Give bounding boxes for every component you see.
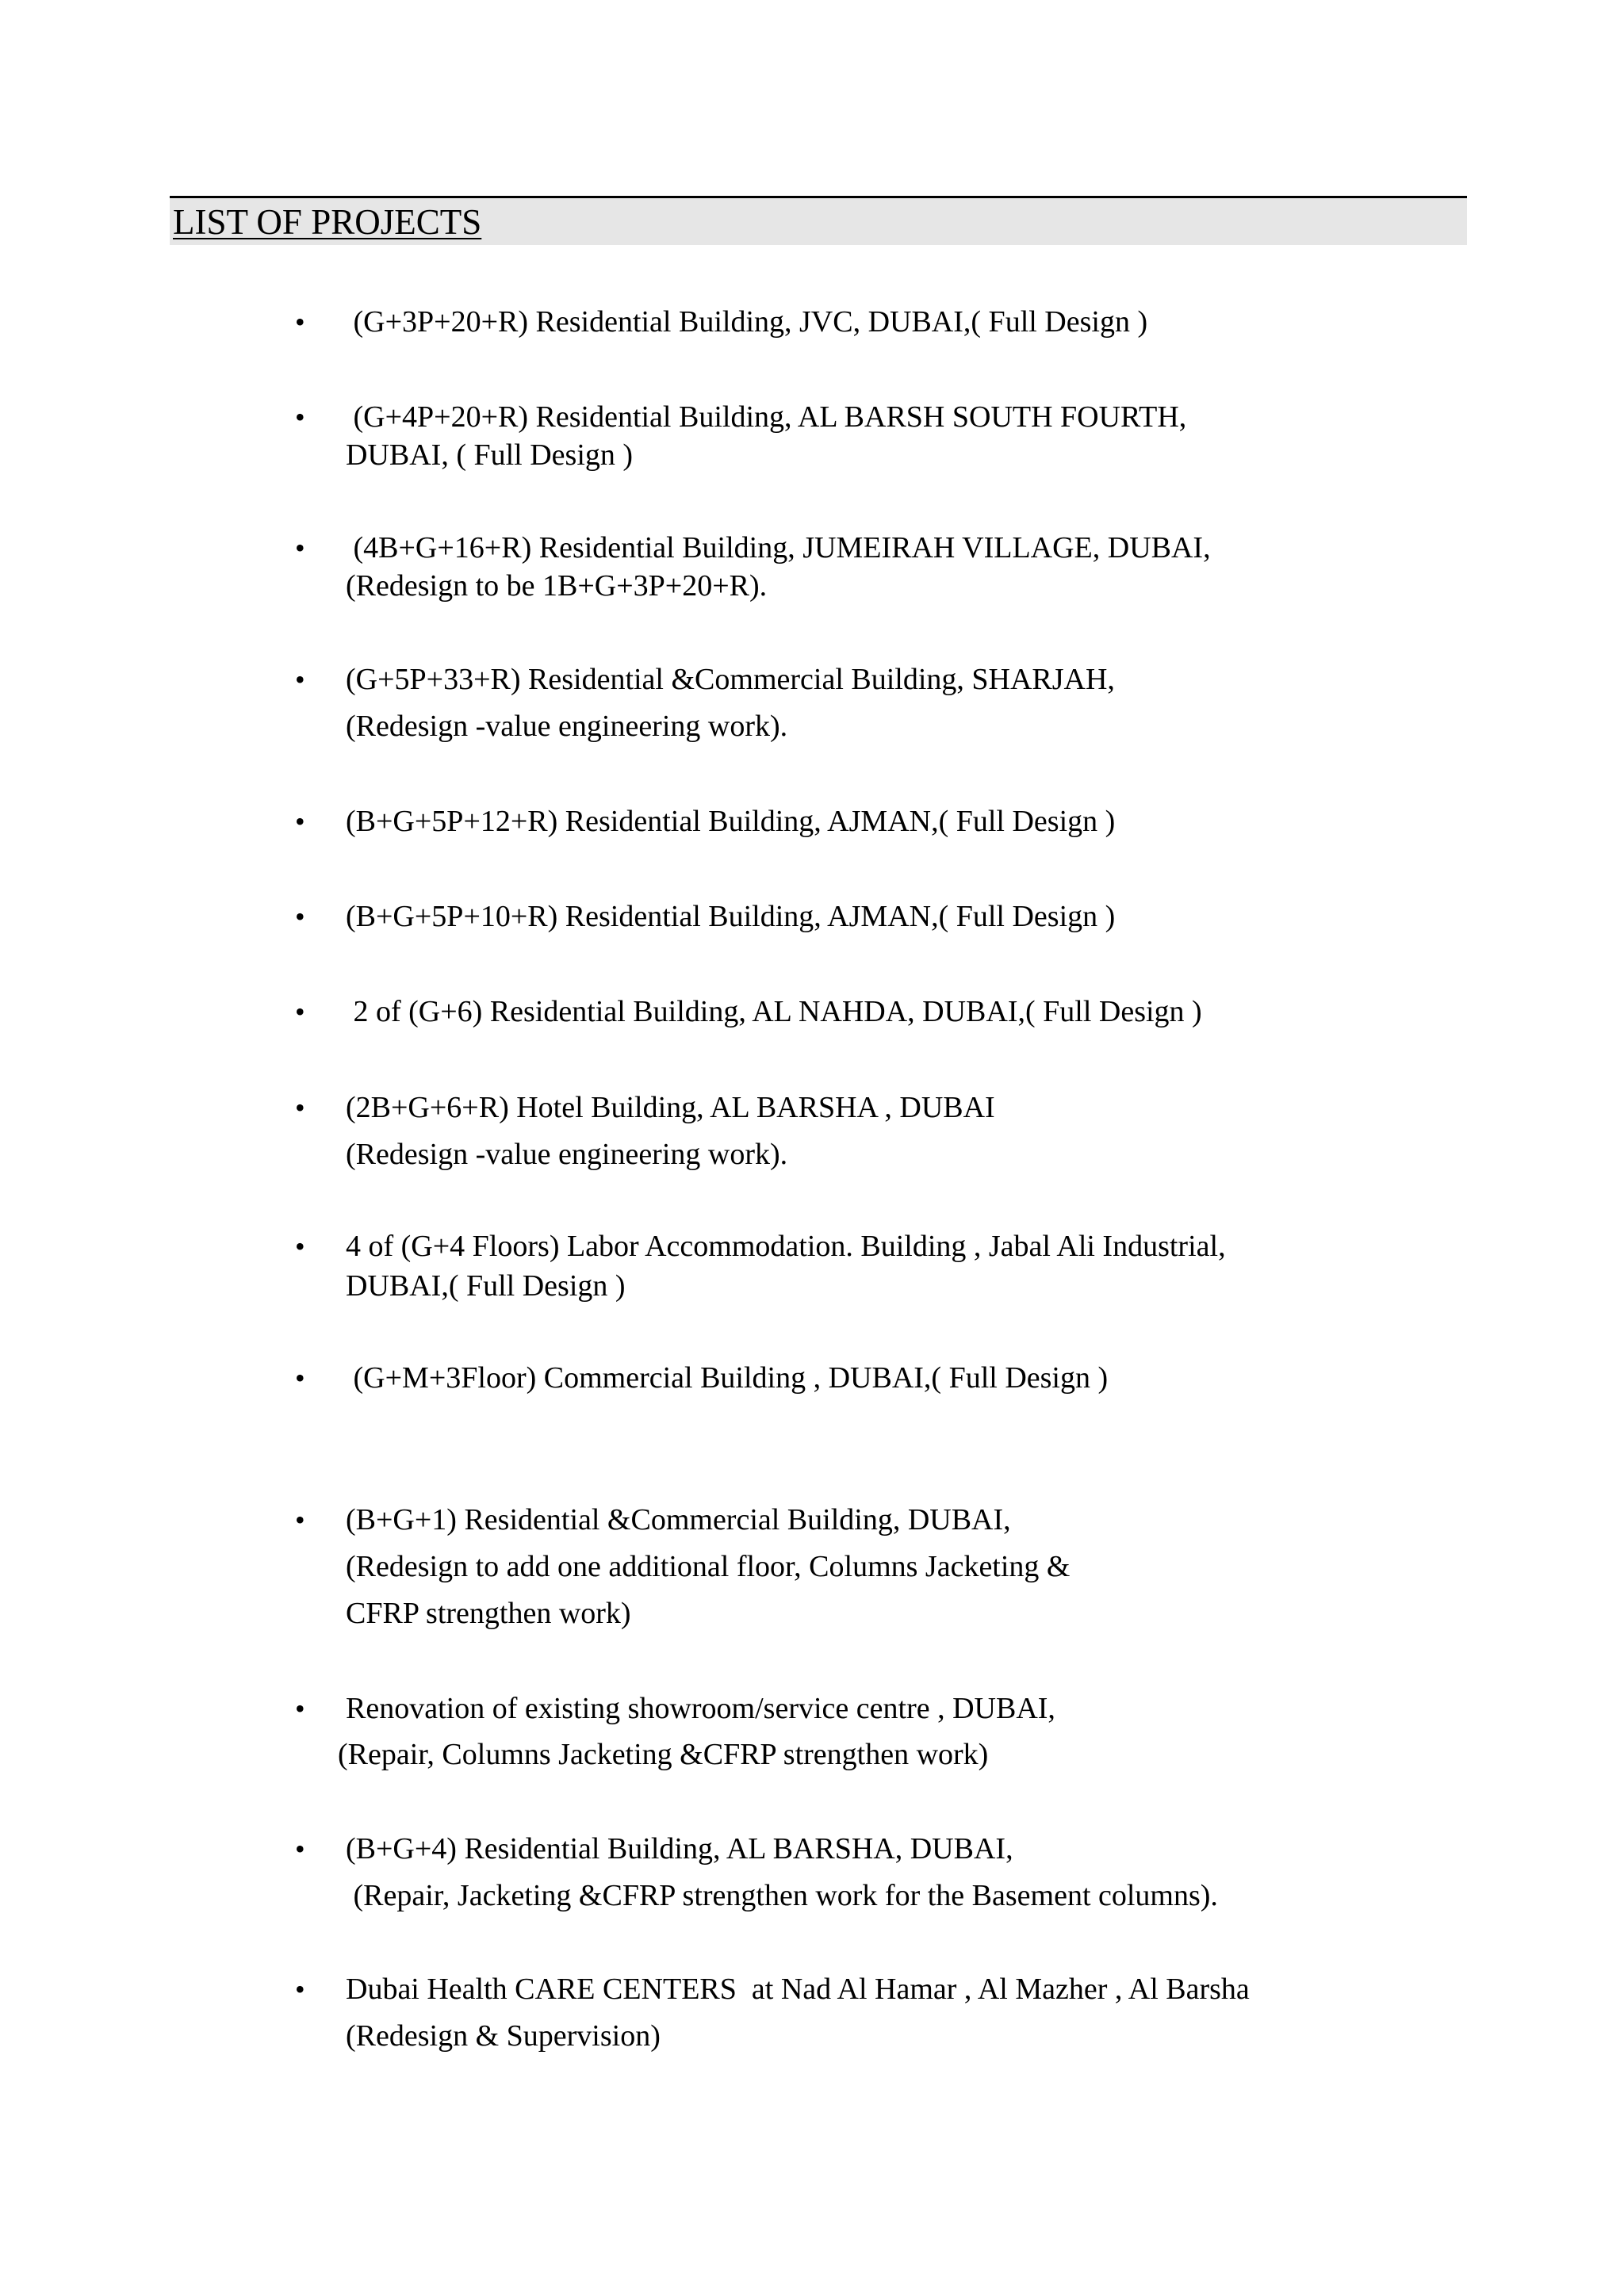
project-line: (Redesign & Supervision) (346, 2019, 661, 2053)
heading-bar (170, 196, 1467, 245)
project-line: Renovation of existing showroom/service centre , DUBAI, (346, 1692, 1055, 1725)
project-line: (Repair, Columns Jacketing &CFRP strengthen work) (338, 1738, 989, 1771)
project-line: Dubai Health CARE CENTERS at Nad Al Hamar , Al Mazher , Al Barsha (346, 1973, 1250, 2006)
project-line: (2B+G+6+R) Hotel Building, AL BARSHA , DUBAI (346, 1091, 995, 1124)
bullet-icon: • (295, 532, 305, 564)
project-line: (G+5P+33+R) Residential &Commercial Building, SHARJAH, (346, 663, 1115, 696)
project-line: DUBAI, ( Full Design ) (346, 438, 634, 472)
bullet-icon: • (295, 1092, 305, 1123)
bullet-icon: • (295, 996, 305, 1027)
project-line: (Redesign to add one additional floor, Columns Jacketing & (346, 1550, 1071, 1583)
page-title: LIST OF PROJECTS (173, 202, 482, 242)
bullet-icon: • (295, 1833, 305, 1865)
project-line: (B+G+5P+10+R) Residential Building, AJMAN,( Full Design ) (346, 900, 1116, 933)
bullet-icon: • (295, 1230, 305, 1262)
bullet-icon: • (295, 401, 305, 433)
project-line: DUBAI,( Full Design ) (346, 1269, 626, 1303)
project-line: (B+G+4) Residential Building, AL BARSHA, DUBAI, (346, 1832, 1013, 1866)
project-line: (4B+G+16+R) Residential Building, JUMEIRAH VILLAGE, DUBAI, (346, 531, 1211, 564)
bullet-icon: • (295, 901, 305, 932)
bullet-icon: • (295, 664, 305, 695)
bullet-icon: • (295, 1504, 305, 1536)
project-line: (B+G+1) Residential &Commercial Building, DUBAI, (346, 1503, 1011, 1536)
bullet-icon: • (295, 306, 305, 338)
bullet-icon: • (295, 806, 305, 837)
project-line: CFRP strengthen work) (346, 1597, 631, 1630)
bullet-icon: • (295, 1693, 305, 1724)
project-line: (Repair, Jacketing &CFRP strengthen work for the Basement columns). (346, 1879, 1218, 1912)
bullet-icon: • (295, 1973, 305, 2005)
project-line: (B+G+5P+12+R) Residential Building, AJMAN,( Full Design ) (346, 805, 1116, 838)
project-line: (Redesign -value engineering work). (346, 1138, 788, 1171)
project-line: (G+4P+20+R) Residential Building, AL BARSH SOUTH FOURTH, (346, 400, 1187, 434)
project-line: 2 of (G+6) Residential Building, AL NAHDA, DUBAI,( Full Design ) (346, 995, 1202, 1028)
bullet-icon: • (295, 1362, 305, 1394)
project-line: (G+3P+20+R) Residential Building, JVC, DUBAI,( Full Design ) (346, 305, 1148, 339)
project-line: (Redesign to be 1B+G+3P+20+R). (346, 569, 768, 603)
project-line: (Redesign -value engineering work). (346, 710, 788, 743)
project-line: (G+M+3Floor) Commercial Building , DUBAI,( Full Design ) (346, 1361, 1109, 1395)
project-line: 4 of (G+4 Floors) Labor Accommodation. Building , Jabal Ali Industrial, (346, 1230, 1226, 1263)
